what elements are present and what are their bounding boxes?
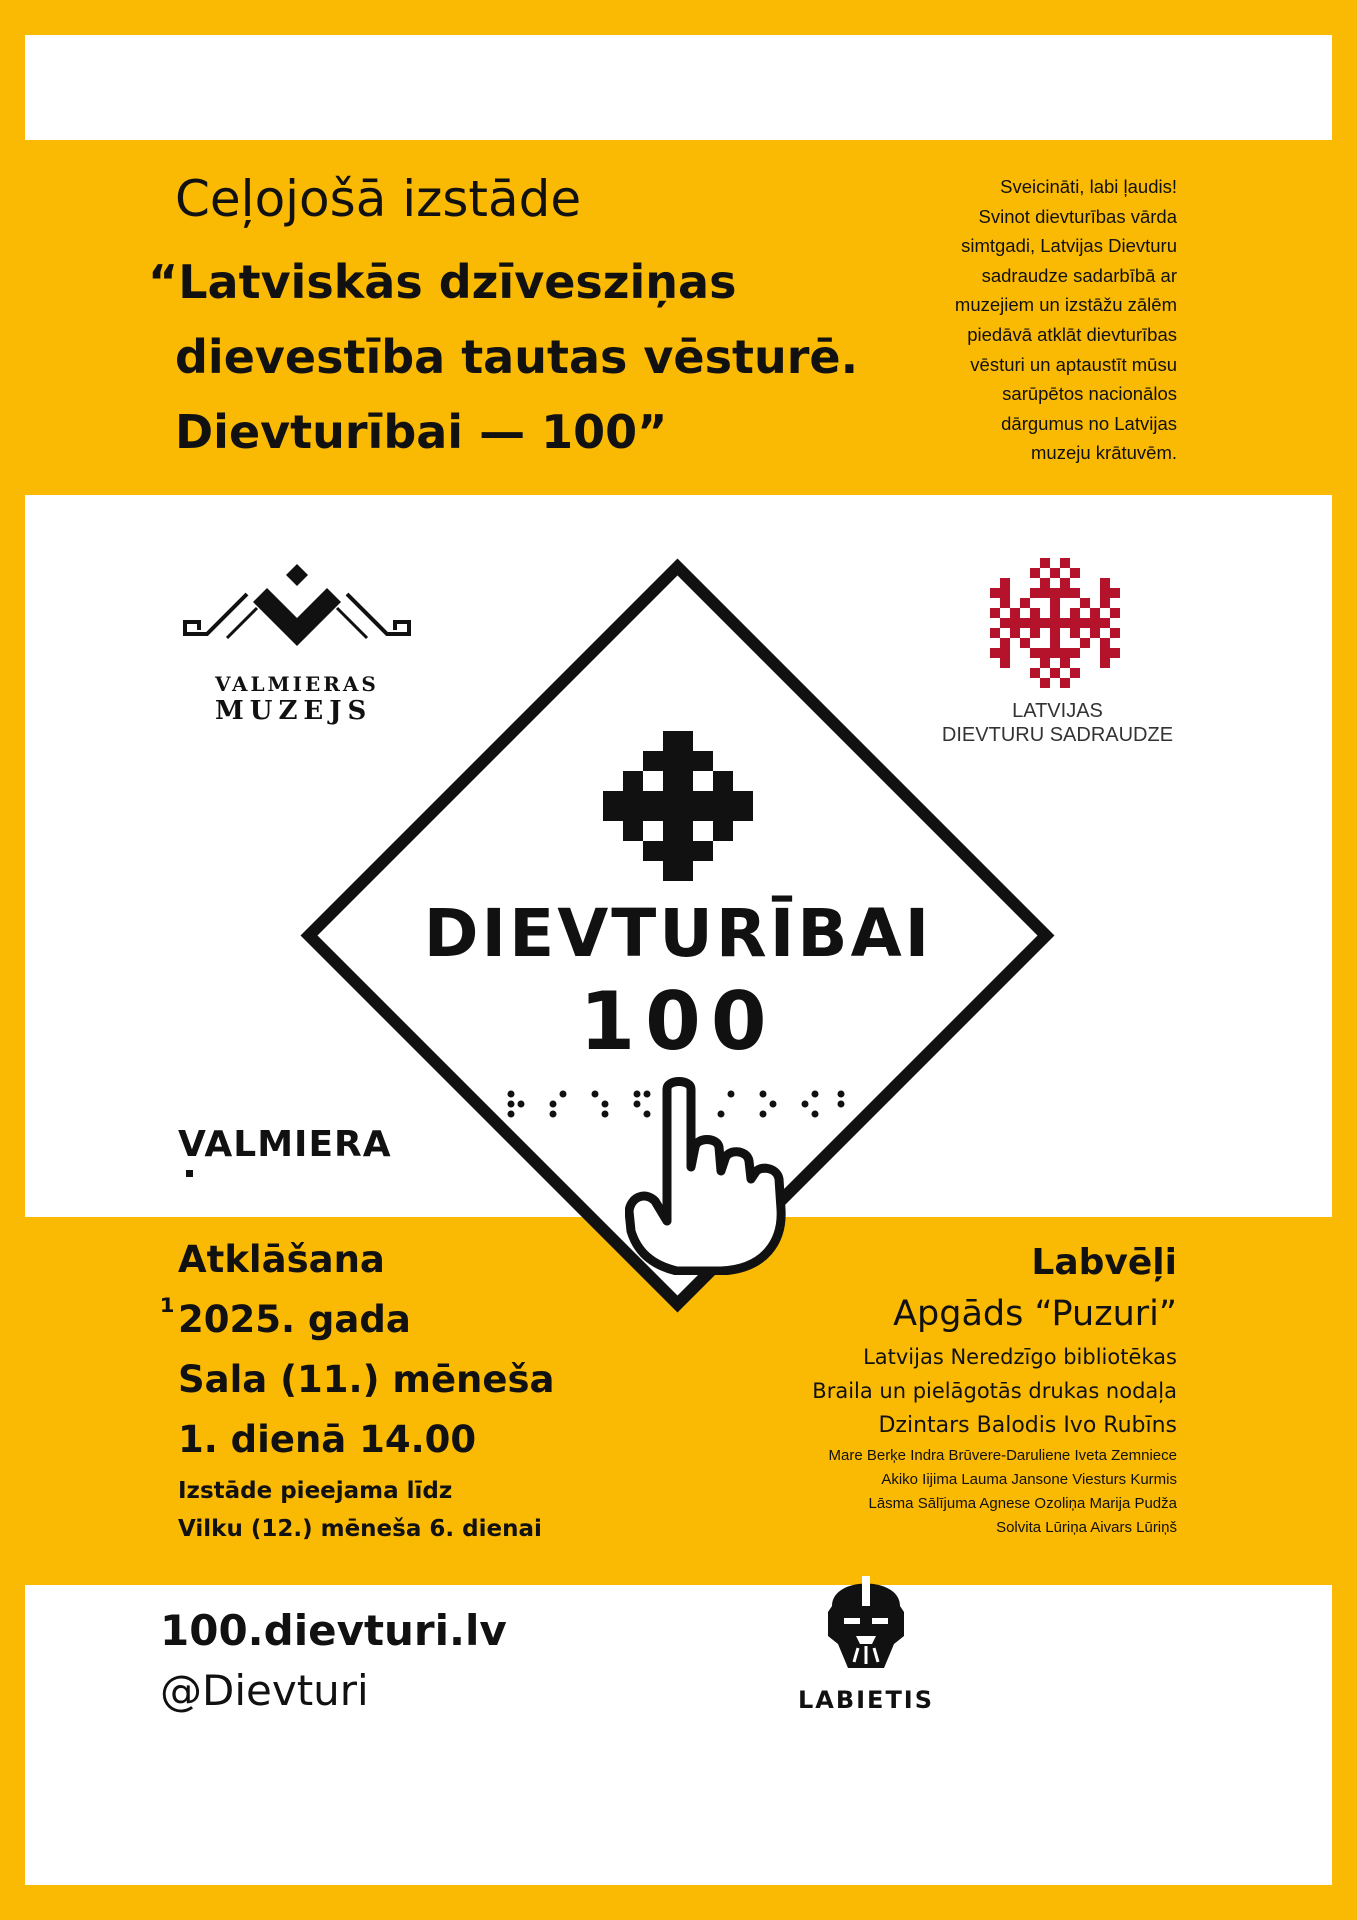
exhibition-title-line-1: “Latviskās dzīvesziņas [148, 255, 737, 309]
website-link[interactable]: 100.dievturi.lv [160, 1606, 507, 1655]
open-until-line-1: Izstāde pieejama līdz [178, 1478, 453, 1504]
valmiera-logo-dot [186, 1170, 193, 1177]
exhibition-title-line-3: Dievturībai — 100” [175, 405, 668, 459]
intro-line: muzejiem un izstāžu zālēm [954, 294, 1177, 316]
opening-heading: Atklāšana [178, 1238, 385, 1281]
valmieras-logo-line-1: VALMIERAS [215, 672, 379, 696]
opening-superscript: ¹ [160, 1292, 175, 1332]
intro-line: dārgumus no Latvijas [1001, 412, 1177, 434]
sponsor-people-line: Akiko Iijima Lauma Jansone Viesturs Kurmis [881, 1471, 1177, 1488]
labietis-logo [822, 1566, 910, 1674]
valmieras-logo-line-2: MUZEJS [215, 696, 373, 726]
sadraudze-logo-line-1: LATVIJAS [1012, 700, 1103, 722]
sponsor-library-line-2: Braila un pielāgotās drukas nodaļa [812, 1379, 1177, 1403]
sponsors-heading: Labvēļi [1031, 1242, 1177, 1283]
emblem-title: DIEVTURĪBAI [423, 895, 933, 972]
opening-year: 2025. gada [178, 1298, 411, 1341]
cross-ornament-icon [603, 731, 753, 881]
intro-line: sadraudze sadarbībā ar [981, 264, 1177, 286]
pointing-hand-icon [625, 1075, 795, 1275]
sadraudze-logo-line-2: DIEVTURU SADRAUDZE [941, 724, 1174, 746]
intro-line: vēsturi un aptaustīt mūsu [970, 353, 1177, 375]
valmiera-logo: VALMIERA [178, 1124, 392, 1165]
intro-text [877, 172, 1177, 468]
sponsors-block [812, 1238, 1177, 1540]
open-until-line-2: Vilku (12.) mēneša 6. dienai [178, 1516, 542, 1542]
intro-line: sarūpētos nacionālos [1002, 383, 1177, 405]
intro-line: simtgadi, Latvijas Dievturu [961, 235, 1177, 257]
sponsor-library-line-1: Latvijas Neredzīgo bibliotēkas [863, 1345, 1177, 1369]
labietis-logo-text: LABIETIS [797, 1686, 935, 1714]
top-white-band [25, 35, 1332, 140]
sponsor-publisher: Apgāds “Puzuri” [893, 1294, 1177, 1334]
exhibition-subtitle: Ceļojošā izstāde [175, 170, 582, 228]
sponsor-people-line: Mare Berķe Indra Brūvere-Daruliene Iveta Zemniece [828, 1447, 1177, 1464]
sponsor-people-line: Solvita Lūriņa Aivars Lūriņš [996, 1519, 1177, 1536]
intro-line: piedāvā atklāt dievturības [967, 323, 1177, 345]
sponsor-people-main: Dzintars Balodis Ivo Rubīns [878, 1413, 1177, 1438]
emblem-number: 100 [579, 975, 777, 1068]
sponsor-people-line: Lāsma Sālījuma Agnese Ozoliņa Marija Pudža [868, 1495, 1177, 1512]
intro-line: Sveicināti, labi ļaudis! [1000, 176, 1177, 197]
opening-time: 1. dienā 14.00 [178, 1418, 477, 1461]
exhibition-title-line-2: dievestība tautas vēsturē. [175, 330, 859, 384]
intro-line: Svinot dievturības vārda [978, 205, 1177, 227]
opening-month: Sala (11.) mēneša [178, 1358, 555, 1401]
social-handle[interactable]: @Dievturi [160, 1666, 369, 1715]
intro-line: muzeju krātuvēm. [1031, 442, 1177, 464]
